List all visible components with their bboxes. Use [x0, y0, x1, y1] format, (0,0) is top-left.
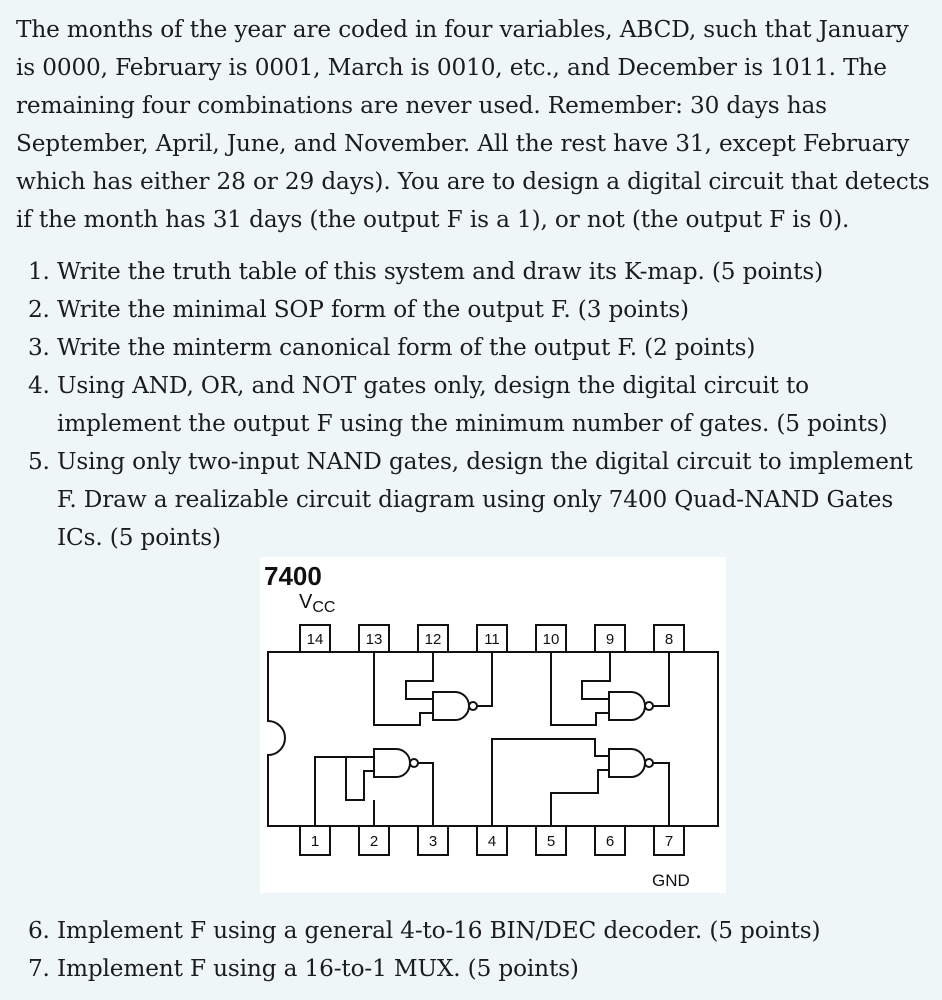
pin-label-3: 3 — [428, 833, 438, 850]
pin-label-11: 11 — [484, 631, 500, 648]
pin-label-7: 7 — [664, 833, 674, 850]
vcc-label: V — [299, 591, 313, 613]
nand-gate-4 — [609, 692, 645, 720]
question-list-bottom — [0, 912, 927, 988]
pin-label-9: 9 — [605, 631, 615, 648]
pin-label-4: 4 — [487, 833, 497, 850]
question-6: 6. Implement F using a general 4-to-16 BIN/DEC decoder. (5 points) — [57, 912, 927, 950]
vcc-subscript: CC — [312, 599, 336, 616]
nand-gate-2 — [609, 749, 645, 777]
question-1: 1. Write the truth table of this system and draw its K-map. (5 points) — [57, 253, 927, 291]
ic-7400-diagram — [260, 557, 726, 893]
pin-label-1: 1 — [310, 833, 320, 850]
internal-wiring — [315, 652, 669, 826]
question-4: 4. Using AND, OR, and NOT gates only, design the digital circuit to implement the output F using the minimum number of gates. (5 points) — [57, 367, 927, 443]
question-list-top — [0, 253, 927, 557]
pin-label-12: 12 — [424, 631, 442, 648]
problem-intro: The months of the year are coded in four variables, ABCD, such that January is 0000, February is 0001, March is 0010, etc., and December is 1011. The remaining four combinations are never used. Remember: 30 days has September, April, June, and November. All the rest have 31, except February which has either 28 or 29 days). You are to design a digital circuit that detects if the month has 31 days (the output F is a 1), or not (the output F is 0). — [16, 16, 930, 233]
pin-label-14: 14 — [306, 631, 324, 648]
question-3: 3. Write the minterm canonical form of the output F. (2 points) — [57, 329, 927, 367]
question-5: 5. Using only two-input NAND gates, design the digital circuit to implement F. Draw a realizable circuit diagram using only 7400 Quad-NAND Gates ICs. (5 points) — [57, 443, 927, 557]
pin-label-13: 13 — [365, 631, 383, 648]
question-7: 7. Implement F using a 16-to-1 MUX. (5 points) — [57, 950, 927, 988]
pin-label-2: 2 — [369, 833, 379, 850]
gnd-label: GND — [652, 871, 690, 890]
svg-text:VCC — [299, 591, 335, 616]
nand-gate-4-bubble — [645, 702, 653, 710]
pin-label-6: 6 — [605, 833, 615, 850]
pin-label-10: 10 — [542, 631, 560, 648]
pin-label-8: 8 — [664, 631, 674, 648]
nand-gate-2-bubble — [645, 759, 653, 767]
nand-gate-1 — [374, 749, 410, 777]
chip-name: 7400 — [264, 561, 322, 591]
nand-gate-3-bubble — [469, 702, 477, 710]
pin-label-5: 5 — [546, 833, 556, 850]
question-2: 2. Write the minimal SOP form of the output F. (3 points) — [57, 291, 927, 329]
nand-gate-3 — [433, 692, 469, 720]
nand-gate-1-bubble — [410, 759, 418, 767]
